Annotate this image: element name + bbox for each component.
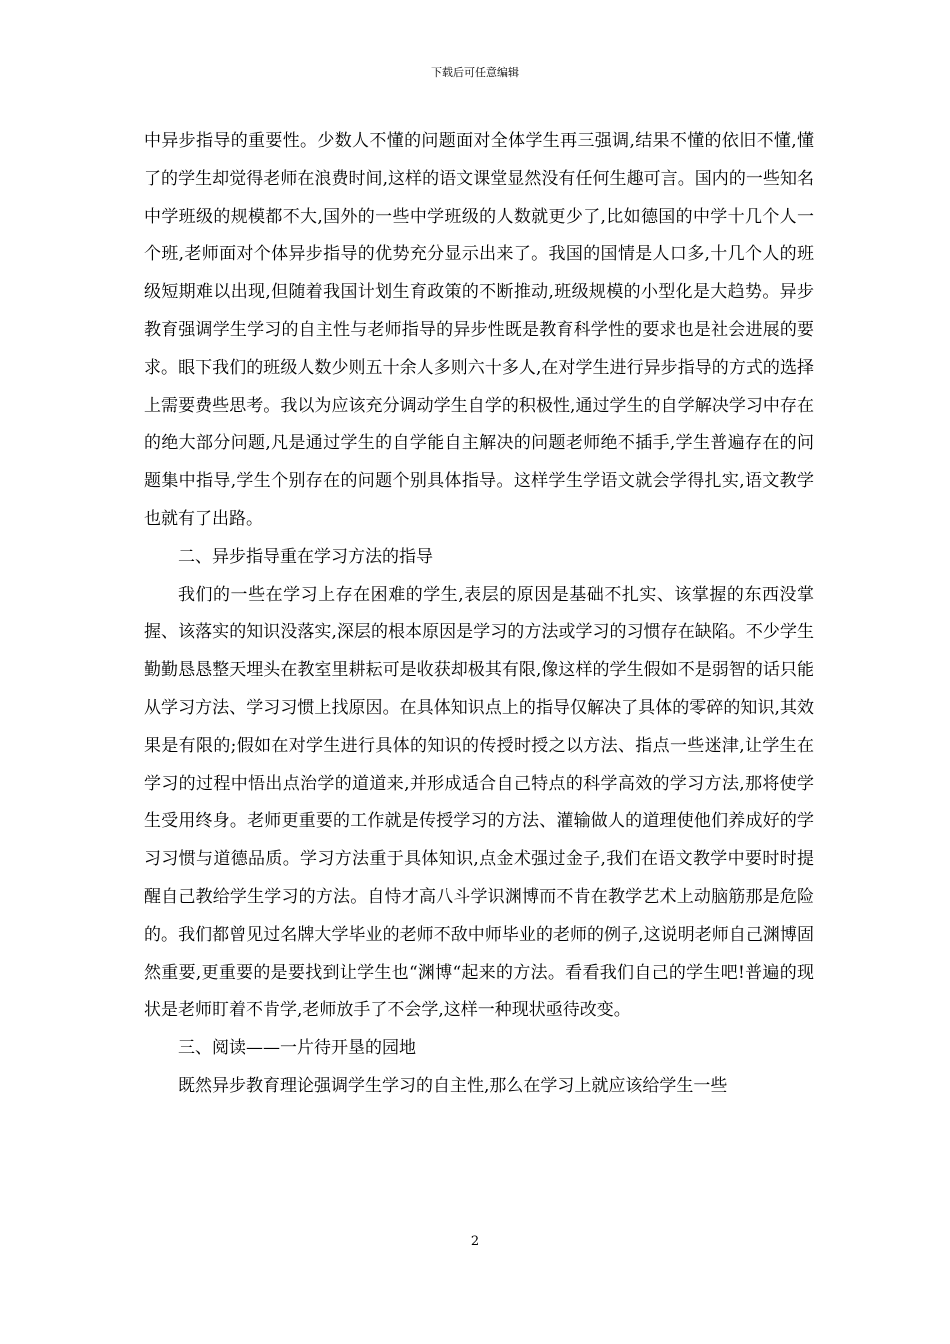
paragraph-continuation: 中异步指导的重要性。少数人不懂的问题面对全体学生再三强调,结果不懂的依旧不懂,懂了的学生却觉得老师在浪费时间,这样的语文课堂显然没有任何生趣可言。国内的一些知名中学班级的规模都不大,国外的一些中学班级的人数就更少了,比如德国的中学十几个人一个班,老师面对个体异步指导的优势充分显示出来了。我国的国情是人口多,十几个人的班级短期难以出现,但随着我国计划生育政策的不断推动,班级规模的小型化是大趋势。异步教育强调学生学习的自主性与老师指导的异步性既是教育科学性的要求也是社会进展的要求。眼下我们的班级人数少则五十余人多则六十多人,在对学生进行异步指导的方式的选择上需要费些思考。我以为应该充分调动学生自学的积极性,通过学生的自学解决学习中存在的绝大部分问题,凡是通过学生的自学能自主解决的问题老师绝不插手,学生普遍存在的问题集中指导,学生个别存在的问题个别具体指导。这样学生学语文就会学得扎实,语文教学也就有了出路。 — [144, 131, 814, 529]
paragraph-reading: 既然异步教育理论强调学生学习的自主性,那么在学习上就应该给学生一些 — [178, 1075, 728, 1096]
paragraph-learning-method: 我们的一些在学习上存在困难的学生,表层的原因是基础不扎实、该掌握的东西没掌握、该落实的知识没落实,深层的根本原因是学习的方法或学习的习惯存在缺陷。不少学生勤勤恳恳整天埋头在教室里耕耘可是收获却极其有限,像这样的学生假如不是弱智的话只能从学习方法、学习习惯上找原因。在具体知识点上的指导仅解决了具体的零碎的知识,其效果是有限的;假如在对学生进行具体的知识的传授时授之以方法、指点一些迷津,让学生在学习的过程中悟出点治学的道道来,并形成适合自己特点的科学高效的学习方法,那将使学生受用终身。老师更重要的工作就是传授学习的方法、灌输做人的道理使他们养成好的学习习惯与道德品质。学习方法重于具体知识,点金术强过金子,我们在语文教学中要时时提醒自己教给学生学习的方法。自恃才高八斗学识渊博而不肯在教学艺术上动脑筋那是危险的。我们都曾见过名牌大学毕业的老师不敌中师毕业的老师的例子,这说明老师自己渊博固然重要,更重要的是要找到让学生也“渊博“起来的方法。看看我们自己的学生吧!普遍的现状是老师盯着不肯学,老师放手了不会学,这样一种现状亟待改变。 — [144, 584, 814, 1021]
page-number: 2 — [470, 1234, 480, 1249]
section-heading-3: 三、阅读——一片待开垦的园地 — [178, 1038, 416, 1059]
page-header: 下载后可任意编辑 — [431, 66, 519, 79]
document-body — [144, 123, 814, 1106]
section-heading-2: 二、异步指导重在学习方法的指导 — [178, 546, 433, 567]
